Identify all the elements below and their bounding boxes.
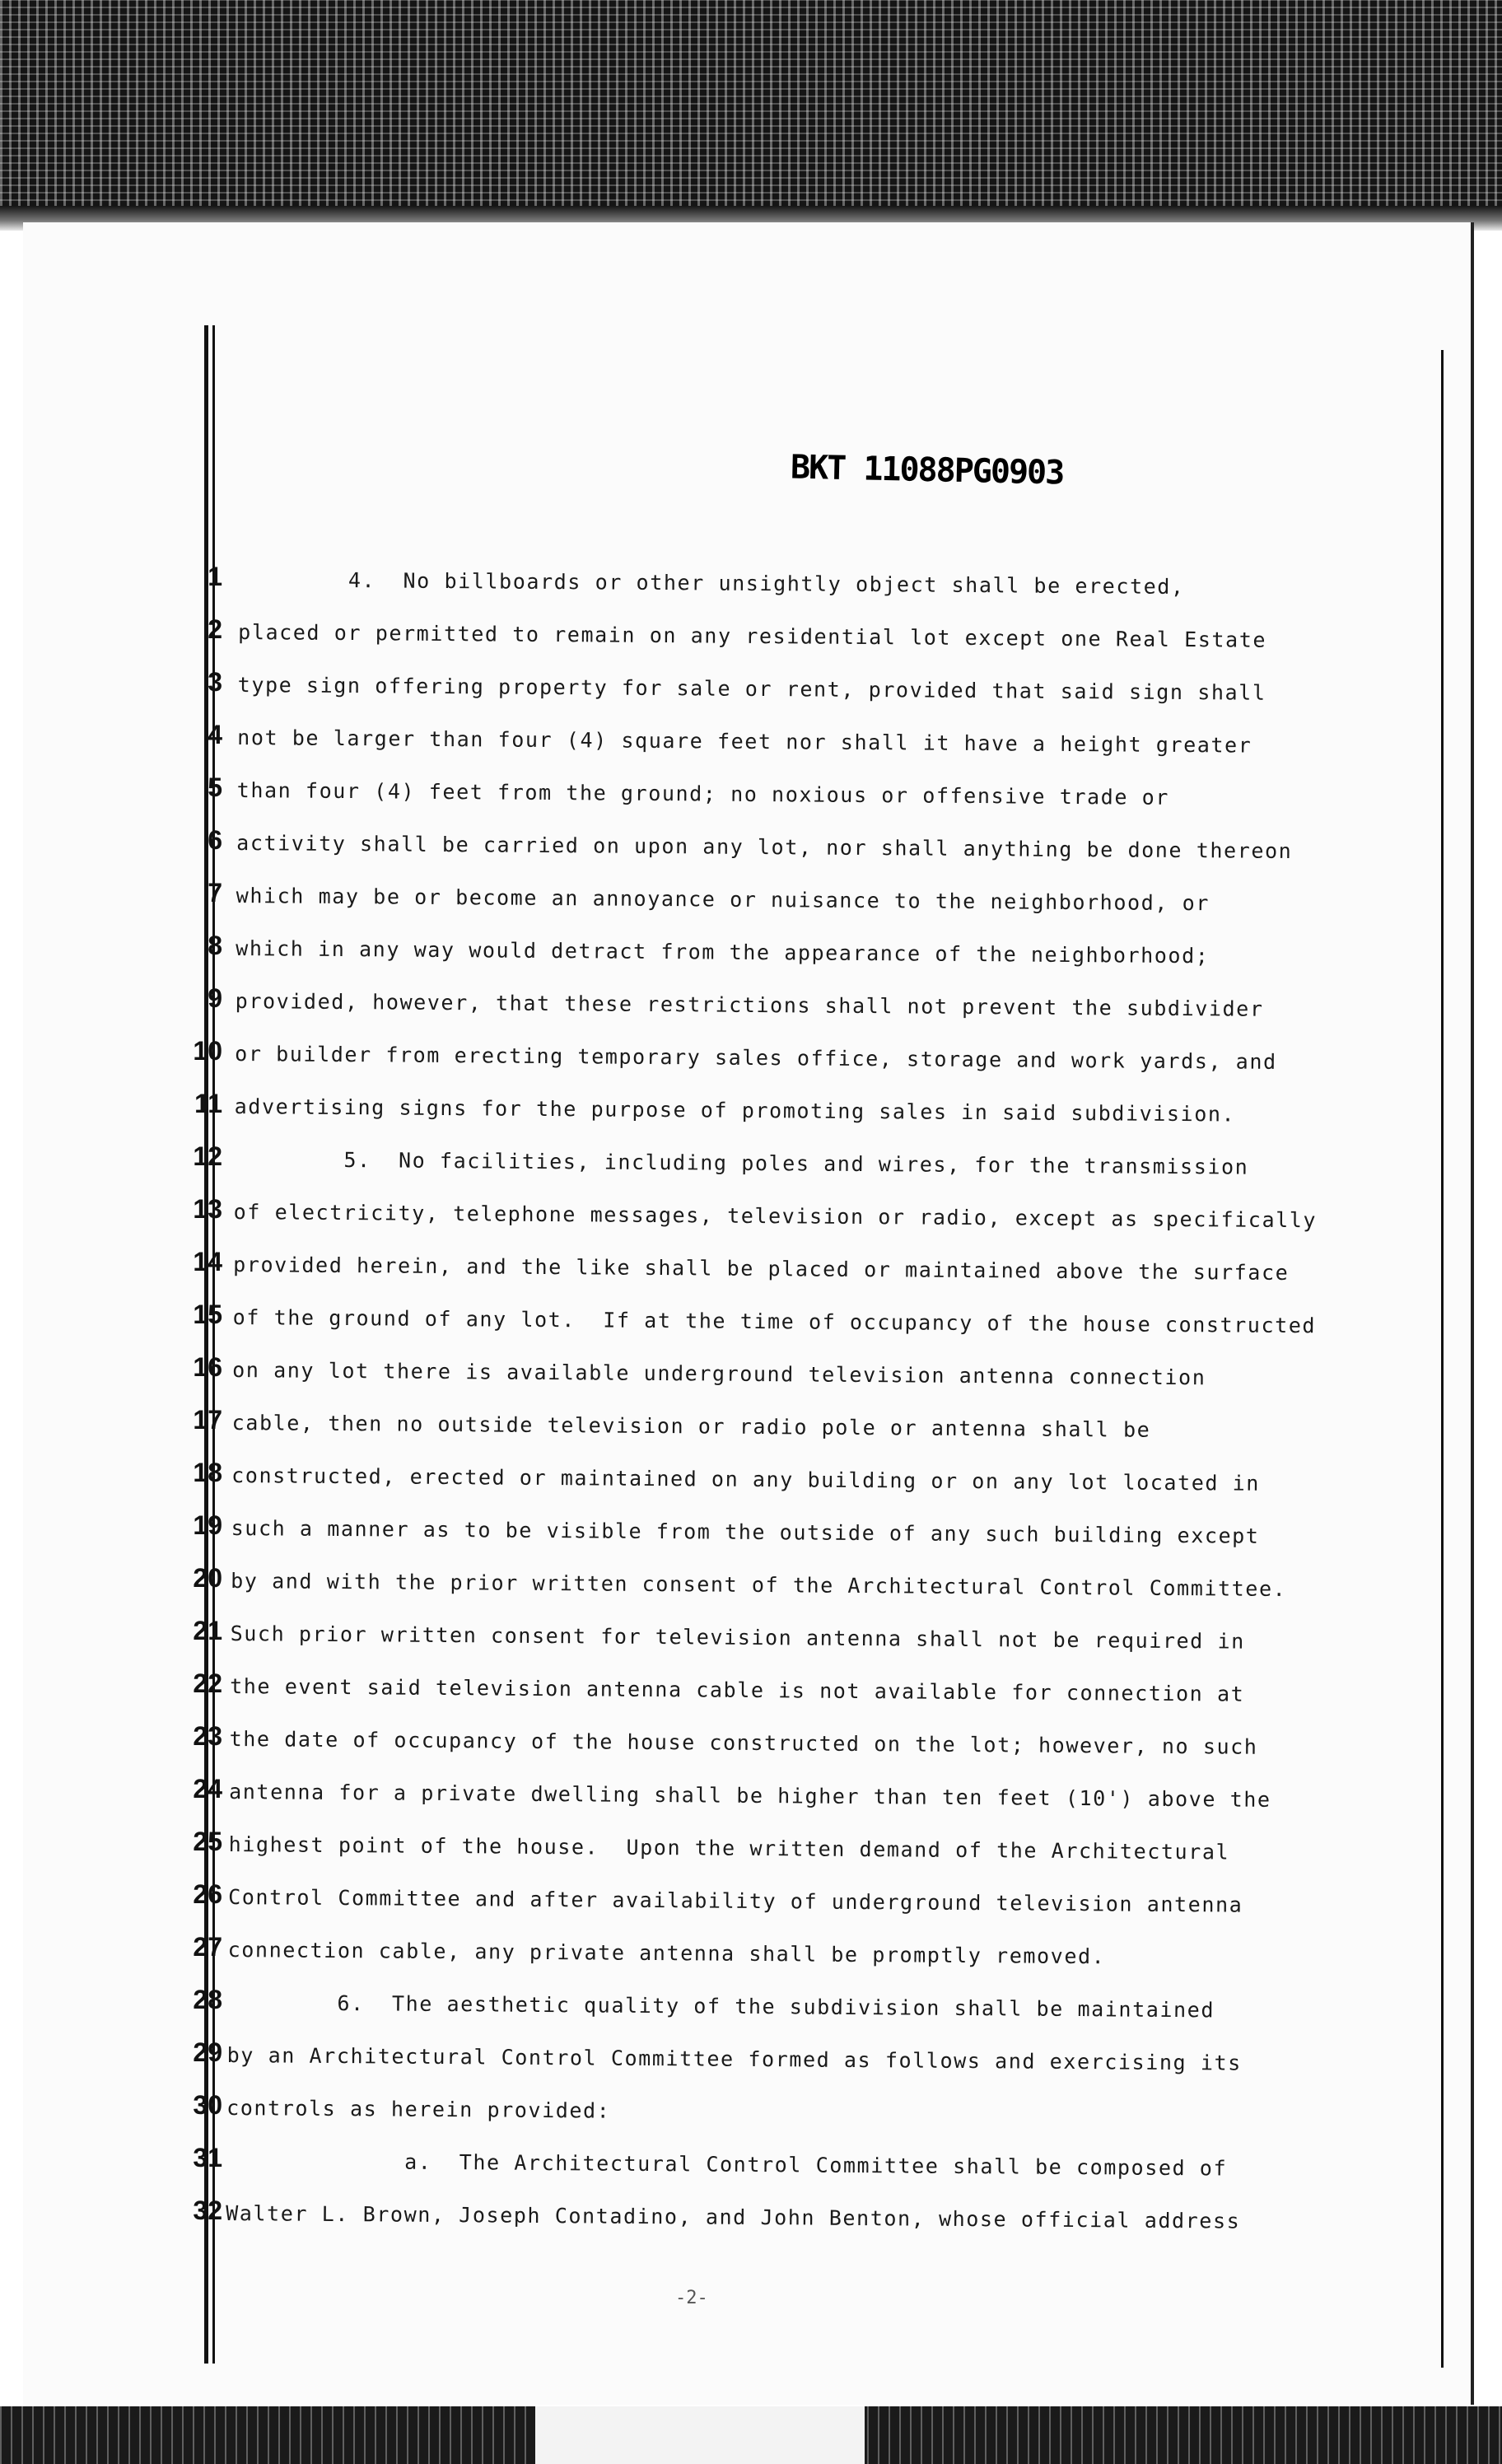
text-line: antenna for a private dwelling shall be higher than ten feet (10') above the bbox=[229, 1779, 1271, 1812]
line-number: 21 bbox=[193, 1616, 222, 1645]
line-number: 4 bbox=[208, 720, 222, 749]
line-number: 24 bbox=[193, 1774, 222, 1804]
line-number: 25 bbox=[193, 1827, 222, 1856]
line-number: 16 bbox=[193, 1352, 222, 1382]
page-number: -2- bbox=[675, 2288, 708, 2308]
text-line: Control Committee and after availability of underground television antenna bbox=[228, 1884, 1243, 1917]
line-number: 26 bbox=[193, 1879, 222, 1909]
line-number: 30 bbox=[193, 2090, 222, 2120]
line-number: 10 bbox=[193, 1036, 222, 1066]
line-number: 14 bbox=[193, 1247, 222, 1276]
text-line: Walter L. Brown, Joseph Contadino, and John Benton, whose official address bbox=[226, 2200, 1241, 2233]
line-number: 29 bbox=[193, 2037, 222, 2067]
text-line: such a manner as to be visible from the outside of any such building except bbox=[231, 1515, 1260, 1548]
line-number: 1 bbox=[208, 562, 222, 591]
text-line: cable, then no outside television or radio pole or antenna shall be bbox=[231, 1410, 1151, 1442]
line-number: 22 bbox=[193, 1668, 222, 1698]
text-line: activity shall be carried on upon any lot, nor shall anything be done thereon bbox=[236, 830, 1293, 864]
scan-artifact-bottom bbox=[0, 2406, 1502, 2464]
text-line: type sign offering property for sale or rent, provided that said sign shall bbox=[237, 672, 1266, 705]
line-number: 23 bbox=[193, 1721, 222, 1751]
scan-artifact-gap bbox=[535, 2406, 865, 2464]
text-line: than four (4) feet from the ground; no noxious or offensive trade or bbox=[236, 777, 1170, 810]
text-line: on any lot there is available underground television antenna connection bbox=[232, 1357, 1206, 1390]
text-line: highest point of the house. Upon the written demand of the Architectural bbox=[228, 1832, 1230, 1864]
line-number: 8 bbox=[208, 931, 222, 960]
line-number: 27 bbox=[193, 1932, 222, 1962]
text-line: or builder from erecting temporary sales office, storage and work yards, and bbox=[235, 1041, 1277, 1074]
text-line: which in any way would detract from the appearance of the neighborhood; bbox=[236, 936, 1210, 968]
scan-artifact-top bbox=[0, 0, 1502, 231]
text-line: advertising signs for the purpose of promoting sales in said subdivision. bbox=[234, 1094, 1236, 1127]
text-line: 4. No billboards or other unsightly object shall be erected, bbox=[238, 567, 1185, 600]
text-line: the event said television antenna cable is not available for connection at bbox=[230, 1673, 1245, 1706]
line-number: 12 bbox=[193, 1141, 222, 1171]
margin-rule-right bbox=[1441, 350, 1444, 2368]
line-number: 20 bbox=[193, 1563, 222, 1593]
line-number: 2 bbox=[208, 614, 222, 644]
text-line: controls as herein provided: bbox=[226, 2095, 611, 2123]
line-number: 6 bbox=[208, 825, 222, 855]
line-number: 3 bbox=[208, 667, 222, 697]
line-number-column bbox=[124, 550, 222, 2237]
text-line: which may be or become an annoyance or nuisance to the neighborhood, or bbox=[236, 883, 1210, 916]
line-number: 11 bbox=[194, 1089, 222, 1118]
text-line: connection cable, any private antenna shall be promptly removed. bbox=[227, 1937, 1106, 1969]
line-number: 18 bbox=[193, 1458, 222, 1487]
text-line: by and with the prior written consent of the Architectural Control Committee. bbox=[231, 1568, 1287, 1602]
text-line: 5. No facilities, including poles and wires, for the transmission bbox=[234, 1146, 1249, 1179]
document-body bbox=[226, 553, 1416, 2249]
text-line: constructed, erected or maintained on any building or on any lot located in bbox=[231, 1463, 1261, 1496]
line-number: 13 bbox=[193, 1194, 222, 1224]
text-line: the date of occupancy of the house constructed on the lot; however, no such bbox=[229, 1726, 1258, 1759]
line-number: 28 bbox=[193, 1985, 222, 2014]
line-number: 31 bbox=[193, 2143, 222, 2172]
text-line: 6. The aesthetic quality of the subdivision shall be maintained bbox=[227, 1990, 1215, 2023]
book-page-stamp: BKT 11088PG0903 bbox=[790, 448, 1064, 492]
line-number: 5 bbox=[208, 772, 222, 802]
text-line: not be larger than four (4) square feet nor shall it have a height greater bbox=[237, 725, 1252, 758]
line-number: 7 bbox=[208, 878, 222, 908]
text-line: Such prior written consent for television antenna shall not be required in bbox=[230, 1621, 1245, 1654]
text-line: provided herein, and the like shall be placed or maintained above the surface bbox=[233, 1252, 1290, 1286]
line-number: 17 bbox=[193, 1405, 222, 1435]
text-line: by an Architectural Control Committee formed as follows and exercising its bbox=[226, 2042, 1242, 2075]
line-number: 9 bbox=[208, 983, 222, 1013]
text-line: of the ground of any lot. If at the time of occupancy of the house constructed bbox=[232, 1304, 1317, 1338]
line-number: 32 bbox=[193, 2196, 222, 2225]
text-line: of electricity, telephone messages, television or radio, except as specifically bbox=[233, 1199, 1318, 1233]
line-number: 15 bbox=[193, 1300, 222, 1329]
text-line: provided, however, that these restrictions shall not prevent the subdivider bbox=[235, 988, 1264, 1021]
line-number: 19 bbox=[193, 1510, 222, 1540]
text-line: placed or permitted to remain on any residential lot except one Real Estate bbox=[238, 619, 1267, 652]
text-line: a. The Architectural Control Committee shall be composed of bbox=[226, 2148, 1228, 2181]
